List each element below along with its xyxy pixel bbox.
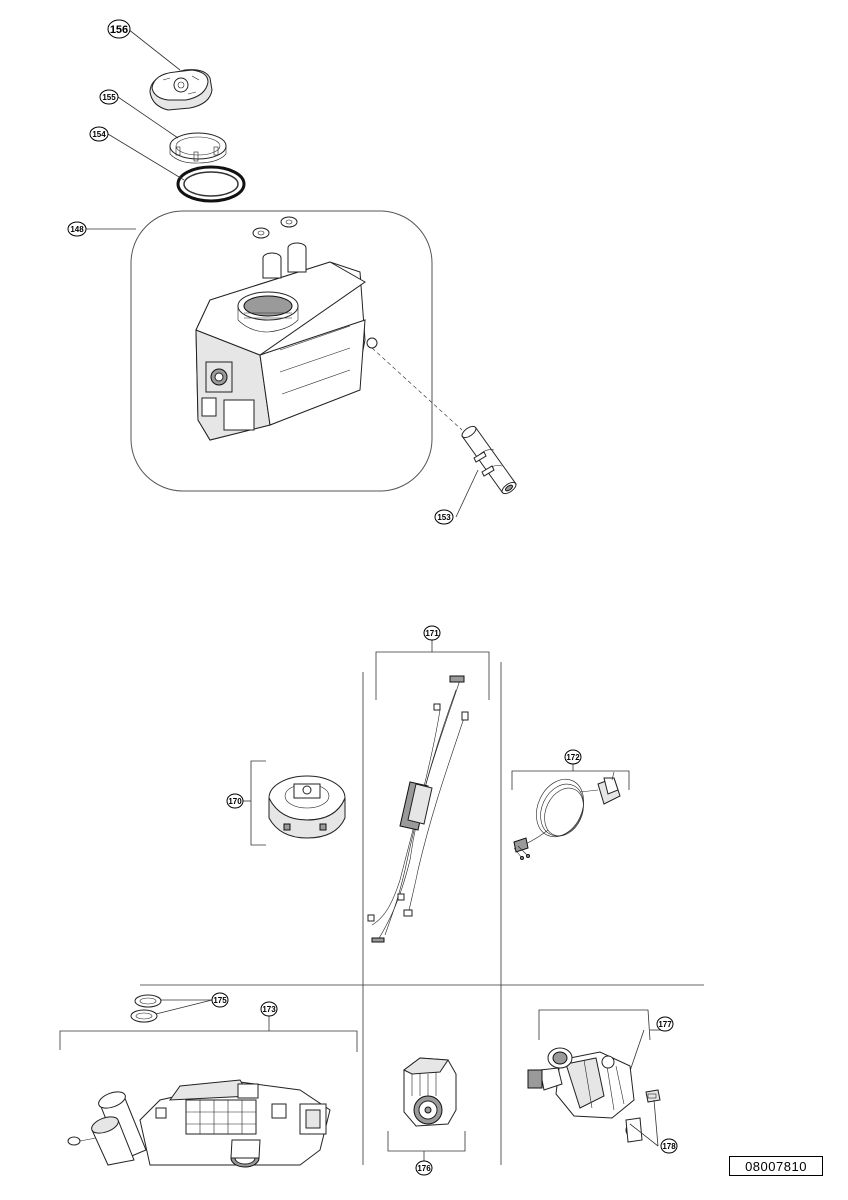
label-148: 148 [70, 225, 84, 234]
callout-153 [435, 510, 453, 524]
part-170-control-unit [243, 761, 345, 845]
label-154: 154 [92, 130, 106, 139]
part-177-water-pump [528, 1010, 664, 1118]
callout-154 [90, 127, 108, 141]
part-156-filler-cap [150, 70, 212, 110]
label-172: 172 [566, 753, 580, 762]
part-154-gasket [178, 167, 244, 201]
part-173-pump-manifold [60, 1016, 357, 1167]
label-170: 170 [228, 797, 242, 806]
callout-148 [68, 222, 86, 236]
part-175-seals [131, 995, 212, 1022]
callout-171 [424, 626, 440, 640]
part-155-locking-ring [170, 133, 226, 163]
label-153: 153 [437, 513, 451, 522]
label-177: 177 [658, 1020, 672, 1029]
callout-173 [261, 1002, 277, 1016]
callout-170 [227, 794, 243, 808]
label-171: 171 [425, 629, 439, 638]
part-148-tank-assembly [131, 211, 462, 491]
part-176-motor [388, 1058, 465, 1161]
callout-172 [565, 750, 581, 764]
callout-176 [416, 1161, 432, 1175]
callout-178 [661, 1139, 677, 1153]
callout-155 [100, 90, 118, 104]
label-156: 156 [109, 24, 129, 36]
label-175: 175 [213, 996, 227, 1005]
leader-lines-upper [86, 29, 478, 517]
drawing-reference-number: 08007810 [729, 1156, 823, 1176]
callout-177 [657, 1017, 673, 1031]
label-155: 155 [102, 93, 116, 102]
label-178: 178 [662, 1142, 676, 1151]
callout-156 [108, 20, 130, 38]
part-153-tube [460, 424, 518, 496]
callout-175 [212, 993, 228, 1007]
label-173: 173 [262, 1005, 276, 1014]
part-171-wiring-harness [368, 636, 489, 942]
label-176: 176 [417, 1164, 431, 1173]
part-172-power-cord [512, 764, 629, 860]
